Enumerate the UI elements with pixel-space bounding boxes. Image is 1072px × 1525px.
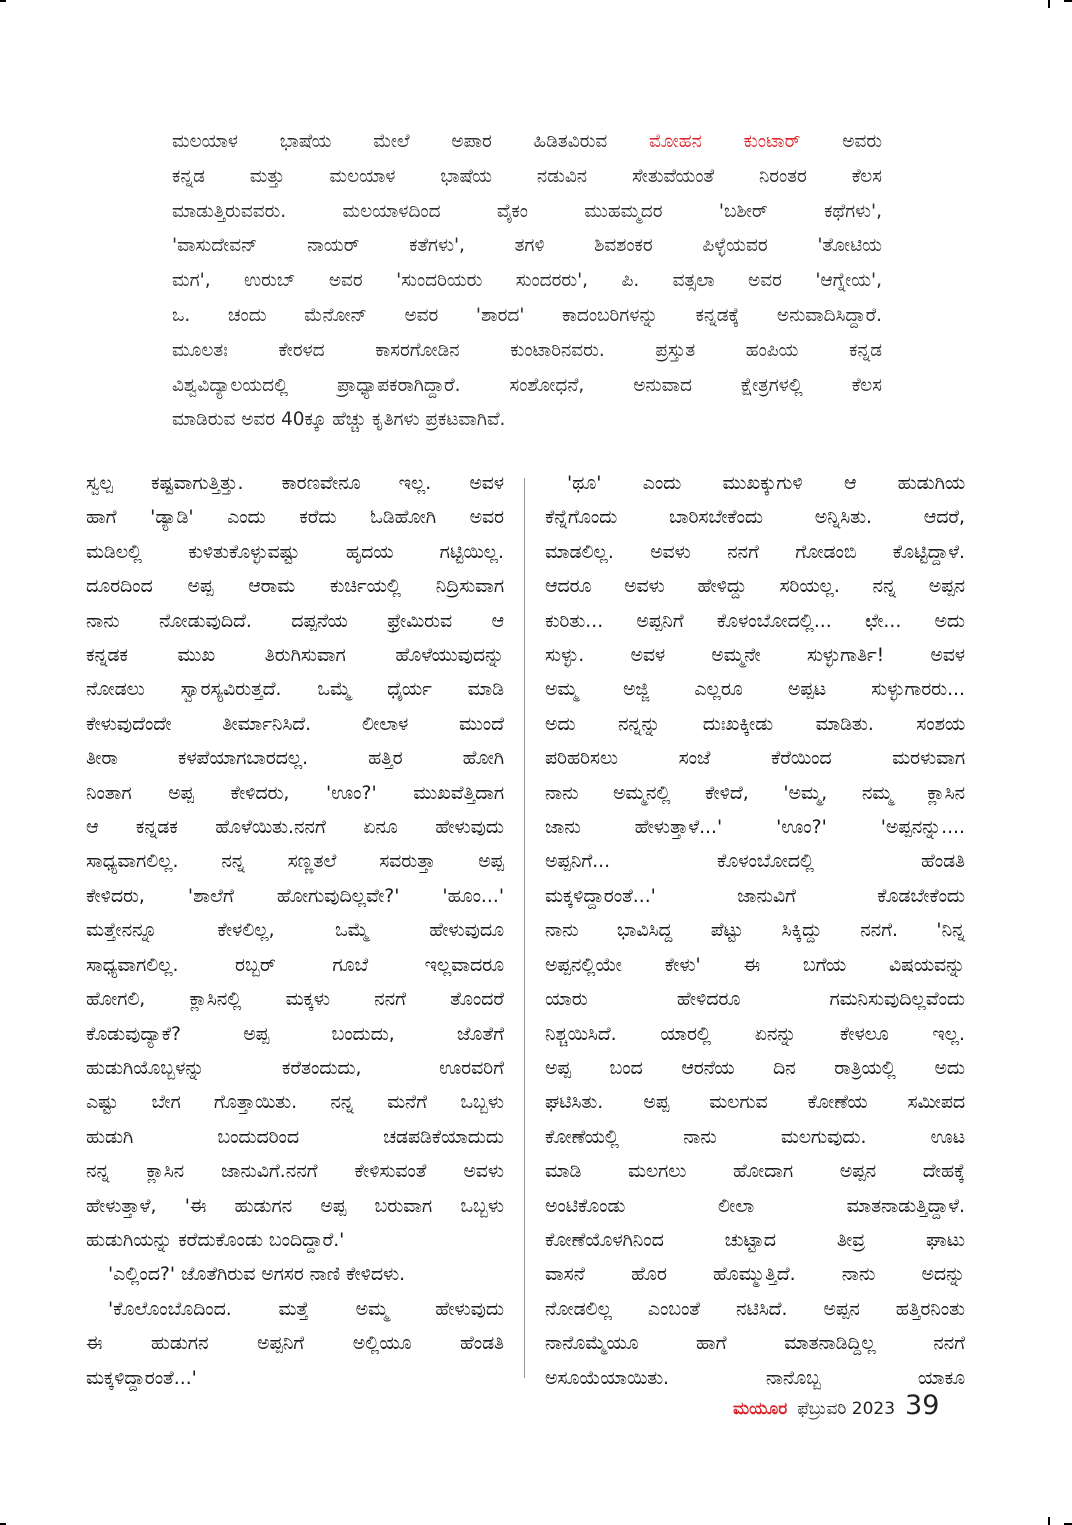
text-line: ನಿಂತಾಗ ಅಪ್ಪ ಕೇಳಿದರು, 'ಊಂ?' ಮುಖವೆತ್ತಿದಾಗ: [86, 782, 504, 804]
text-line: ನಾನು ಅಮ್ಮನಲ್ಲಿ ಕೇಳಿದೆ, 'ಅಮ್ಮ, ನಮ್ಮ ಕ್ಲಾಸಿನ: [545, 782, 965, 804]
text-line: ಹೋಗಲಿ, ಕ್ಲಾಸಿನಲ್ಲಿ ಮಕ್ಕಳು ನನಗೆ ತೊಂದರೆ: [86, 989, 504, 1011]
story-column-left: [86, 467, 504, 1396]
text-line: ಈ ಹುಡುಗನ ಅಪ್ಪನಿಗೆ ಅಲ್ಲಿಯೂ ಹೆಂಡತಿ: [86, 1333, 504, 1355]
text-line: ನಾನೊಮ್ಮೆಯೂ ಹಾಗೆ ಮಾತನಾಡಿದ್ದಿಲ್ಲ ನನಗೆ: [545, 1333, 965, 1355]
text-line: ಕನ್ನಡಕ ಮುಖ ತಿರುಗಿಸುವಾಗ ಹೊಳೆಯುವುದನ್ನು: [86, 645, 504, 667]
text-line: ಮತ್ತೇನನ್ನೂ ಕೇಳಲಿಲ್ಲ, ಒಮ್ಮೆ ಹೇಳುವುದೂ: [86, 920, 504, 942]
issue-date: ಫೆಬ್ರುವರಿ 2023: [797, 1399, 896, 1419]
text-line: 'ಎಲ್ಲಿಂದ?' ಜೊತೆಗಿರುವ ಅಗಸರ ನಾಣಿ ಕೇಳಿದಳು.: [108, 1264, 406, 1286]
text-line: ಕೇಳಿದರು, 'ಶಾಲೆಗೆ ಹೋಗುವುದಿಲ್ಲವೇ?' 'ಹೂಂ...': [86, 885, 504, 907]
text-line: ಸ್ವಲ್ಪ ಕಷ್ಟವಾಗುತ್ತಿತ್ತು. ಕಾರಣವೇನೂ ಇಲ್ಲ. ಅವಳ: [86, 473, 504, 494]
text-line: ಸುಳ್ಳು. ಅವಳ ಅಮ್ಮನೇ ಸುಳ್ಳುಗಾರ್ತಿ! ಅವಳ: [545, 645, 965, 667]
bio-line: ಮಗ', ಉರುಬ್ ಅವರ 'ಸುಂದರಿಯರು ಸುಂದರರು', ಪಿ. ವತ್ಸಲಾ ಅವರ 'ಆಗ್ನೇಯ',: [172, 270, 882, 292]
crop-mark: [0, 0, 6, 2]
text-line: ಅಂಟಿಕೊಂಡು ಲೀಲಾ ಮಾತನಾಡುತ್ತಿದ್ದಾಳೆ.: [545, 1195, 965, 1217]
text-line: ತೀರಾ ಕಳಪೆಯಾಗಬಾರದಲ್ಲ. ಹತ್ತಿರ ಹೋಗಿ: [86, 748, 504, 770]
text-line: ಮಕ್ಕಳಿದ್ದಾರಂತೆ...' ಜಾನುವಿಗೆ ಕೊಡಬೇಕೆಂದು: [545, 885, 965, 907]
bio-line: ಮೂಲತಃ ಕೇರಳದ ಕಾಸರಗೋಡಿನ ಕುಂಟಾರಿನವರು. ಪ್ರಸ್ತುತ ಹಂಪಿಯ ಕನ್ನಡ: [172, 339, 882, 361]
text-line: ಸಾಧ್ಯವಾಗಲಿಲ್ಲ. ನನ್ನ ಸಣ್ಣತಲೆ ಸವರುತ್ತಾ ಅಪ್ಪ: [86, 851, 504, 873]
text-line: ನಾನು ನೋಡುವುದಿದೆ. ದಪ್ಪನೆಯ ಫ್ರೇಮಿರುವ ಆ: [86, 610, 504, 632]
text-line: ಕೋಣೆಯೊಳಗಿನಿಂದ ಚುಟ್ಟಾದ ತೀವ್ರ ಘಾಟು: [545, 1229, 965, 1251]
text-line: ಯಾರು ಹೇಳಿದರೂ ಗಮನಿಸುವುದಿಲ್ಲವೆಂದು: [545, 989, 965, 1011]
text-line: ಆ ಕನ್ನಡಕ ಹೊಳೆಯಿತು.ನನಗೆ ಏನೂ ಹೇಳುವುದು: [86, 817, 504, 839]
text-line: ಕೋಣೆಯಲ್ಲಿ ನಾನು ಮಲಗುವುದು. ಊಟ: [545, 1126, 965, 1148]
text-line: ಕೇಳುವುದೆಂದೇ ತೀರ್ಮಾನಿಸಿದೆ. ಲೀಲಾಳ ಮುಂದೆ: [86, 713, 504, 735]
bio-line: ವಿಶ್ವವಿದ್ಯಾಲಯದಲ್ಲಿ ಪ್ರಾಧ್ಯಾಪಕರಾಗಿದ್ದಾರೆ. ಸಂಶೋಧನೆ, ಅನುವಾದ ಕ್ಷೇತ್ರಗಳಲ್ಲಿ ಕೆಲಸ: [172, 374, 882, 396]
crop-mark: [1048, 0, 1050, 8]
text-line: ಕೊಡುವುದ್ಯಾಕೆ? ಅಪ್ಪ ಬಂದುದು, ಜೊತೆಗೆ: [86, 1023, 504, 1045]
crop-mark: [1048, 1517, 1050, 1525]
text-line: ಅದು ನನ್ನನ್ನು ದುಃಖಕ್ಕೀಡು ಮಾಡಿತು. ಸಂಶಯ: [545, 713, 965, 735]
bio-line: ಕನ್ನಡ ಮತ್ತು ಮಲಯಾಳ ಭಾಷೆಯ ನಡುವಿನ ಸೇತುವೆಯಂತೆ ನಿರಂತರ ಕೆಲಸ: [172, 165, 882, 187]
bio-line: ಒ. ಚಂದು ಮೆನೋನ್ ಅವರ 'ಶಾರದ' ಕಾದಂಬರಿಗಳನ್ನು ಕನ್ನಡಕ್ಕೆ ಅನುವಾದಿಸಿದ್ದಾರೆ.: [172, 304, 882, 326]
page-number: 39: [905, 1390, 940, 1421]
text-line: ಮಡಿಲಲ್ಲಿ ಕುಳಿತುಕೊಳ್ಳುವಷ್ಟು ಹೃದಯ ಗಟ್ಟಿಯಿಲ್ಲ.: [86, 541, 504, 563]
text-line: ಕೆನ್ನೆಗೊಂದು ಬಾರಿಸಬೇಕೆಂದು ಅನ್ನಿಸಿತು. ಆದರೆ,: [545, 507, 965, 529]
text-line: ಹುಡುಗಿಯನ್ನು ಕರೆದುಕೊಂಡು ಬಂದಿದ್ದಾರೆ.': [86, 1229, 345, 1251]
text-line: ಹುಡುಗಿ ಬಂದುದರಿಂದ ಚಡಪಡಿಕೆಯಾದುದು: [86, 1126, 504, 1148]
bio-line: ಮಾಡಿರುವ ಅವರ 40ಕ್ಕೂ ಹೆಚ್ಚು ಕೃತಿಗಳು ಪ್ರಕಟವಾಗಿವೆ.: [172, 409, 506, 431]
text-line: ದೂರದಿಂದ ಅಪ್ಪ ಆರಾಮ ಕುರ್ಚಿಯಲ್ಲಿ ನಿದ್ರಿಸುವಾಗ: [86, 576, 504, 598]
magazine-brand: ಮಯೂರ: [733, 1399, 788, 1419]
page-footer: [733, 1390, 973, 1430]
text-line: ನಾನು ಭಾವಿಸಿದ್ದ ಪೆಟ್ಟು ಸಿಕ್ಕಿದ್ದು ನನಗೆ. 'ನಿನ್ನ: [545, 920, 965, 942]
bio-line: ಮಲಯಾಳ ಭಾಷೆಯ ಮೇಲೆ ಅಪಾರ ಹಿಡಿತವಿರುವ ಮೋಹನ ಕುಂಟಾರ್ ಅವರು: [172, 131, 882, 152]
bio-line: 'ವಾಸುದೇವನ್ ನಾಯರ್ ಕತೆಗಳು', ತಗಳಿ ಶಿವಶಂಕರ ಪಿಳ್ಳೆಯವರ 'ತೋಟಿಯ: [172, 235, 882, 257]
text-line: ಮಾಡಿ ಮಲಗಲು ಹೋದಾಗ ಅಪ್ಪನ ದೇಹಕ್ಕೆ: [545, 1161, 965, 1183]
text-line: ಅಪ್ಪನಿಗೆ... ಕೊಳಂಬೋದಲ್ಲಿ ಹೆಂಡತಿ: [545, 851, 965, 873]
text-line: ಹಾಗೆ 'ಡ್ಯಾಡಿ' ಎಂದು ಕರೆದು ಓಡಿಹೋಗಿ ಅವರ: [86, 507, 504, 529]
text-line: ನೋಡಲಿಲ್ಲ ಎಂಬಂತೆ ನಟಿಸಿದೆ. ಅಪ್ಪನ ಹತ್ತಿರನಿಂತು: [545, 1298, 965, 1320]
text-line: ಮಕ್ಕಳಿದ್ದಾರಂತೆ...': [86, 1367, 197, 1389]
text-line: ಘಟಿಸಿತು. ಅಪ್ಪ ಮಲಗುವ ಕೋಣೆಯ ಸಮೀಪದ: [545, 1092, 965, 1114]
text-line: ನಿಶ್ಚಯಿಸಿದೆ. ಯಾರಲ್ಲಿ ಏನನ್ನು ಕೇಳಲೂ ಇಲ್ಲ.: [545, 1023, 965, 1045]
text-line: ಆದರೂ ಅವಳು ಹೇಳಿದ್ದು ಸರಿಯಲ್ಲ. ನನ್ನ ಅಪ್ಪನ: [545, 576, 965, 598]
crop-mark: [1064, 0, 1072, 2]
text-line: ಪರಿಹರಿಸಲು ಸಂಜೆ ಕೆರೆಯಿಂದ ಮರಳುವಾಗ: [545, 748, 965, 770]
author-bio: [172, 125, 882, 438]
text-line: ವಾಸನೆ ಹೊರ ಹೊಮ್ಮುತ್ತಿದೆ. ನಾನು ಅದನ್ನು: [545, 1264, 965, 1286]
text-line: ಎಷ್ಟು ಬೇಗ ಗೊತ್ತಾಯಿತು. ನನ್ನ ಮನೆಗೆ ಒಬ್ಬಳು: [86, 1092, 504, 1114]
text-line: ಹುಡುಗಿಯೊಬ್ಬಳನ್ನು ಕರೆತಂದುದು, ಊರವರಿಗೆ: [86, 1057, 504, 1079]
text-line: ಅಪ್ಪನಲ್ಲಿಯೇ ಕೇಳು' ಈ ಬಗೆಯ ವಿಷಯವನ್ನು: [545, 954, 965, 976]
text-line: ಅಸೂಯೆಯಾಯಿತು. ನಾನೊಬ್ಬ ಯಾಕೂ: [545, 1367, 965, 1389]
story-column-right: [545, 467, 965, 1396]
text-line: ಅಪ್ಪ ಬಂದ ಆರನೆಯ ದಿನ ರಾತ್ರಿಯಲ್ಲಿ ಅದು: [545, 1057, 965, 1079]
text-line: ಸಾಧ್ಯವಾಗಲಿಲ್ಲ. ರಬ್ಬರ್ ಗೂಬೆ ಇಲ್ಲವಾದರೂ: [86, 954, 504, 976]
text-line: ಕುರಿತು... ಅಪ್ಪನಿಗೆ ಕೊಳಂಬೋದಲ್ಲಿ... ಛೇ... ಅದು: [545, 610, 965, 632]
text-line: ಜಾನು ಹೇಳುತ್ತಾಳೆ...' 'ಊಂ?' 'ಅಪ್ಪನನ್ನು....: [545, 817, 965, 839]
text-line: 'ಥೂ' ಎಂದು ಮುಖಕ್ಕುಗುಳಿ ಆ ಹುಡುಗಿಯ: [567, 473, 965, 494]
bio-line: ಮಾಡುತ್ತಿರುವವರು. ಮಲಯಾಳದಿಂದ ವೈಕಂ ಮುಹಮ್ಮದರ 'ಬಶೀರ್ ಕಥೆಗಳು',: [172, 200, 882, 222]
text-line: ನೋಡಲು ಸ್ವಾರಸ್ಯವಿರುತ್ತದೆ. ಒಮ್ಮೆ ಧೈರ್ಯ ಮಾಡಿ: [86, 679, 504, 701]
author-name: ಮೋಹನ ಕುಂಟಾರ್: [649, 131, 801, 152]
text-line: ಮಾಡಲಿಲ್ಲ. ಅವಳು ನನಗೆ ಗೋಡಂಬಿ ಕೊಟ್ಟಿದ್ದಾಳೆ.: [545, 541, 965, 563]
text-line: ನನ್ನ ಕ್ಲಾಸಿನ ಜಾನುವಿಗೆ.ನನಗೆ ಕೇಳಿಸುವಂತೆ ಅವಳು: [86, 1161, 504, 1183]
text-line: ಅಮ್ಮ ಅಜ್ಜಿ ಎಲ್ಲರೂ ಅಪ್ಪಟ ಸುಳ್ಳುಗಾರರು...: [545, 679, 965, 701]
text-line: 'ಕೊಲೊಂಬೊದಿಂದ. ಮತ್ತೆ ಅಮ್ಮ ಹೇಳುವುದು: [108, 1298, 504, 1320]
text-line: ಹೇಳುತ್ತಾಳೆ, 'ಈ ಹುಡುಗನ ಅಪ್ಪ ಬರುವಾಗ ಒಬ್ಬಳು: [86, 1195, 504, 1217]
column-divider: [524, 478, 525, 1378]
